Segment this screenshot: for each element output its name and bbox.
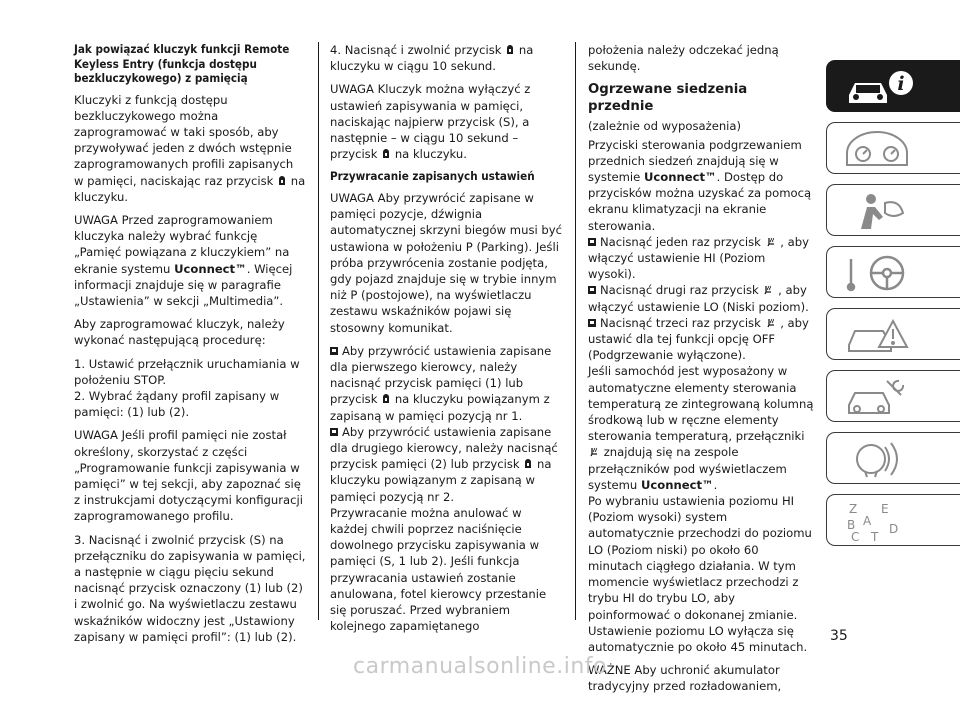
paragraph: Przywracanie można anulować w każdej chwili poprzez naciśnięcie dowolnego przycisku zapisywania w pamięci (S, 1 lub 2). Jeśli funkcja przywracania ustawień zostanie anulowana, fotel kierowcy przestanie się poruszać. Przed wybraniem kolejnego zapamiętanego xyxy=(330,505,547,634)
text: . Dostęp do przycisków można uzyskać za pomocą ekranu klimatyzacji na ekranie sterowania. xyxy=(588,170,812,233)
bullet-item xyxy=(588,282,816,314)
uconnect-label: Uconnect™ xyxy=(174,261,247,276)
text: na kluczyku powiązanym z zapisaną w pamięci pozycją nr 1. xyxy=(330,392,550,423)
bullet-icon xyxy=(588,238,596,246)
text: Kluczyki z funkcją dostępu bezkluczykowego można zaprogramować w taki sposób, aby przywoływać jeden z dwóch wstępnie zaprogramowanych profili zapisanych w pamięci, naciskając raz przycisk xyxy=(74,92,294,188)
heated-seat-icon xyxy=(763,285,773,295)
bullet-icon xyxy=(330,347,338,355)
step-1: 1. Ustawić przełącznik uruchamiania w położeniu STOP. xyxy=(74,356,300,387)
text: Nacisnąć jeden raz przycisk xyxy=(600,234,761,249)
text: na kluczyku. xyxy=(74,173,306,204)
tab-emergency[interactable] xyxy=(826,308,960,360)
svg-text:i: i xyxy=(897,73,905,95)
paragraph xyxy=(74,92,306,205)
key-unlock-icon xyxy=(524,458,532,469)
paragraph xyxy=(74,212,306,309)
paragraph: Po wybraniu ustawienia poziomu HI (Poziom wysoki) system automatycznie przechodzi do poziomu LO (Poziom niski) po około 60 minutach ciągłego działania. W tym momencie wyświetlacz przechodzi z trybu HI do trybu LO, aby poinformować o dokonanej zmianie. Ustawienie poziomu LO wyłącza się automatycznie po około 45 minutach. xyxy=(588,494,812,654)
column-3 xyxy=(588,42,816,702)
key-unlock-icon xyxy=(382,393,390,404)
text: na kluczyku powiązanym z zapisaną w pamięci pozycją nr 2. xyxy=(330,457,552,504)
tab-dashboard[interactable] xyxy=(826,122,960,174)
text: 4. Nacisnąć i zwolnić przycisk xyxy=(330,43,502,57)
index-letter: B xyxy=(847,518,856,532)
text: Jeśli samochód jest wyposażony w automatyczne elementy sterowania temperaturą ze zintegrowaną kolumną środkową lub w ręczne elementy sterowania temperaturą, przełączniki xyxy=(588,364,814,444)
text: Nacisnąć trzeci raz przycisk xyxy=(600,315,761,330)
index-letter: A xyxy=(863,514,872,528)
airbag-safety-icon xyxy=(841,189,941,233)
text: znajdują się na zespole przełączników pod wyświetlaczem systemu xyxy=(588,445,787,492)
index-letter: D xyxy=(889,522,899,536)
text: Nacisnąć drugi raz przycisk xyxy=(600,283,759,298)
text: Aby przywrócić ustawienia zapisane dla drugiego kierowcy, należy nacisnąć przycisk pamięci (2) lub przycisk xyxy=(330,424,558,472)
car-info-icon xyxy=(841,65,941,109)
text: na kluczyku. xyxy=(394,147,467,162)
note xyxy=(330,81,562,162)
text: na kluczyku w ciągu 10 sekund. xyxy=(330,43,534,74)
section-heading-heated-seats: Ogrzewane siedzenia przednie xyxy=(588,82,748,115)
alphabetical-index-icon xyxy=(841,499,941,543)
breakdown-warning-icon xyxy=(841,313,941,357)
page-number: 35 xyxy=(830,628,848,644)
uconnect-label: Uconnect™ xyxy=(643,170,717,185)
section-heading-key-memory: Jak powiązać kluczyk funkcji Remote Keyless Entry (funkcja dostępu bezkluczykowego) z pamięcią xyxy=(74,42,290,85)
text: , aby ustawić dla tej funkcji opcję OFF (Podgrzewanie wyłączone). xyxy=(588,315,809,363)
multimedia-icon xyxy=(841,437,941,481)
bullet-icon xyxy=(588,286,596,294)
tab-multimedia[interactable] xyxy=(826,432,960,484)
note: UWAGA Aby przywrócić zapisane w pamięci pozycje, dźwignia automatycznej skrzyni biegów musi być ustawiona w położeniu P (Parking). Jeśli próba przywrócenia zostanie podjęta, gdy pojazd znajduje się w trybie innym niż P (postojowe), na wyświetlaczu zestawu wskaźników pojawi się stosowny komunikat. xyxy=(330,190,562,335)
index-letter: T xyxy=(871,530,879,543)
bullet-item xyxy=(330,424,562,505)
key-unlock-icon xyxy=(278,175,286,186)
text: UWAGA Kluczyk można wyłączyć z ustawień zapisywania w pamięci, naciskając najpierw przycisk (S), a następnie – w ciągu 10 sekund – przycisk xyxy=(330,82,531,162)
heated-seat-icon xyxy=(766,237,776,247)
key-unlock-icon xyxy=(506,44,514,55)
bullet-icon xyxy=(330,428,338,436)
subheading: (zależnie od wyposażenia) xyxy=(588,119,742,134)
tab-vehicle-info[interactable] xyxy=(826,60,960,112)
paragraph: położenia należy odczekać jedną sekundę. xyxy=(588,43,779,74)
text: Aby przywrócić ustawienia zapisane dla pierwszego kierowcy, należy nacisnąć przycisk pamięci (1) lub przycisk xyxy=(330,343,552,407)
column-1 xyxy=(74,42,306,652)
bullet-item xyxy=(588,234,816,283)
column-2 xyxy=(330,42,562,641)
text: , aby włączyć ustawienie HI (Poziom wysoki). xyxy=(588,234,809,282)
section-heading-restore: Przywracanie zapisanych ustawień xyxy=(330,169,535,184)
text: UWAGA Przed zaprogramowaniem kluczyka należy wybrać funkcję „Pamięć powiązana z kluczykiem” na ekranie systemu xyxy=(74,212,290,276)
column-divider xyxy=(575,42,576,620)
index-letter: C xyxy=(851,530,860,543)
bullet-item xyxy=(588,315,816,364)
step-3: 3. Nacisnąć i zwolnić przycisk (S) na przełączniku do zapisywania w pamięci, a następnie w ciągu pięciu sekund nacisnąć przycisk oznaczony (1) lub (2) i zwolnić go. Na wyświetlaczu zestawu wskaźników widoczny jest „Ustawiony zapisany w pamięci profil”: (1) lub (2). xyxy=(74,532,306,644)
heated-seat-icon xyxy=(589,447,599,457)
text: Przyciski sterowania podgrzewaniem przednich siedzeń znajdują się w systemie xyxy=(588,137,802,185)
bullet-icon xyxy=(588,319,596,327)
start-drive-icon xyxy=(841,251,941,295)
index-letter: Z xyxy=(849,502,858,516)
uconnect-label: Uconnect™ xyxy=(640,477,714,492)
text: , aby włączyć ustawienie LO (Niski poziom). xyxy=(588,283,809,314)
step-2: 2. Wybrać żądany profil zapisany w pamięci: (1) lub (2). xyxy=(74,388,280,420)
tab-safety[interactable] xyxy=(826,184,960,236)
text: . Więcej informacji znajduje się w paragrafie „Ustawienia” w sekcji „Multimedia”. xyxy=(74,261,293,308)
step-4 xyxy=(330,42,562,74)
tab-maintenance[interactable] xyxy=(826,370,960,422)
paragraph: Aby zaprogramować kluczyk, należy wykonać następującą procedurę: xyxy=(74,317,285,348)
paragraph xyxy=(588,137,816,234)
maintenance-icon xyxy=(841,375,941,419)
tab-index[interactable] xyxy=(826,494,960,546)
column-divider xyxy=(318,42,319,620)
tab-starting-driving[interactable] xyxy=(826,246,960,298)
heated-seat-icon xyxy=(766,318,776,328)
index-letter: E xyxy=(881,502,889,516)
text: . xyxy=(713,477,718,492)
dashboard-gauges-icon xyxy=(841,127,941,171)
watermark: carmanualsonline.info xyxy=(353,654,607,679)
key-unlock-icon xyxy=(382,148,390,159)
bullet-item xyxy=(330,343,562,424)
paragraph: WAŻNE Aby uchronić akumulator tradycyjny przed rozładowaniem, xyxy=(588,663,782,694)
note: UWAGA Jeśli profil pamięci nie został określony, skorzystać z części „Programowanie funkcji zapisywania w pamięci” w tej sekcji, aby zapoznać się z instrukcjami dotyczącymi konfiguracji zaprogramowanego profilu. xyxy=(74,428,303,524)
paragraph xyxy=(588,363,816,493)
